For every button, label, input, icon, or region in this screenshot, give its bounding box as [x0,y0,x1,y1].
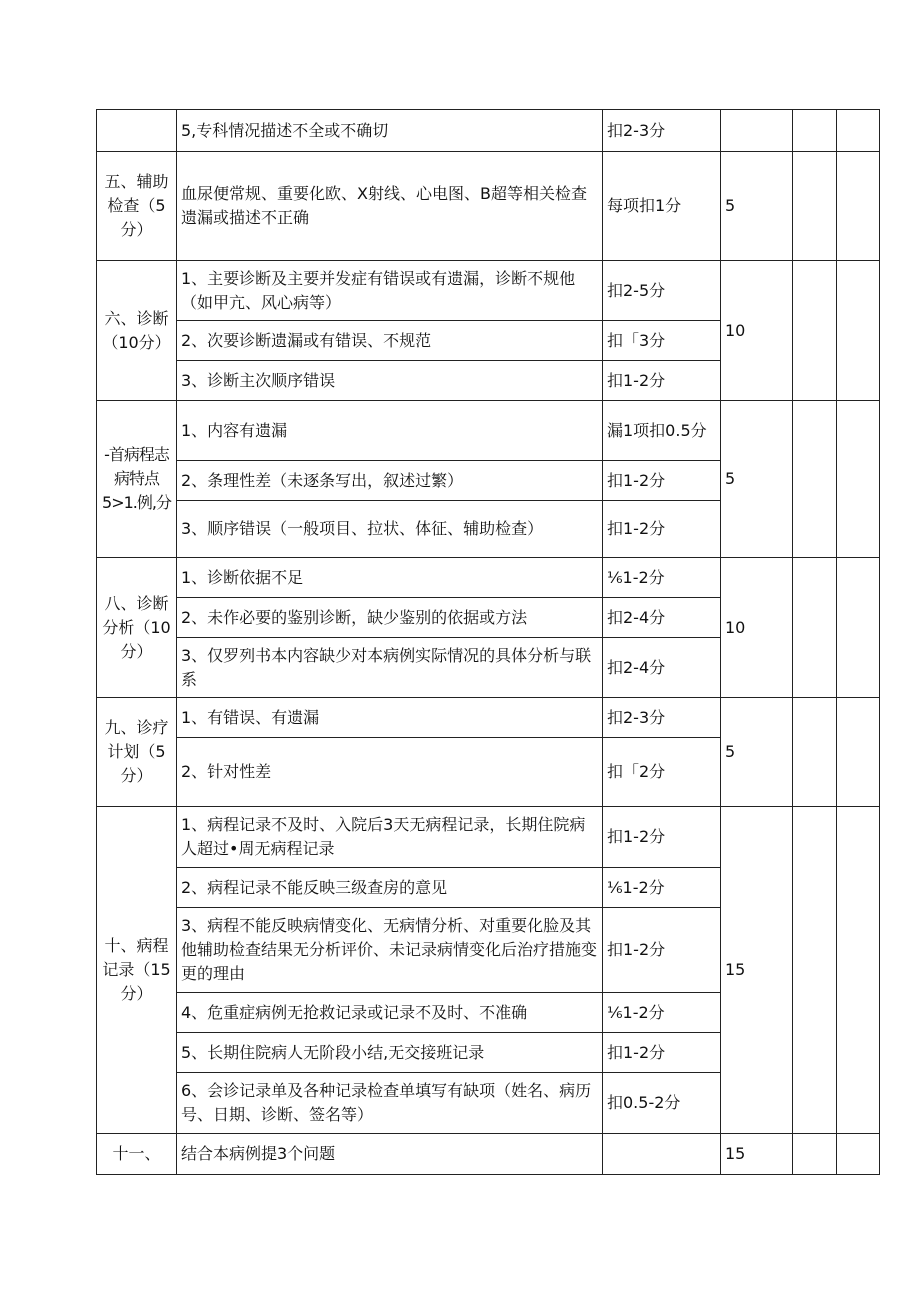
blank-cell [837,698,880,807]
deduction-cell: 扣2-4分 [603,598,721,638]
item-description: 血尿便常规、重要化欧、X射线、心电图、B超等相关检查遗漏或描述不正确 [177,152,603,261]
category-cell [97,110,177,152]
deduction-cell: 扣1-2分 [603,908,721,993]
score-cell: 15 [721,1134,793,1175]
deduction-cell [603,1134,721,1175]
table-row [97,152,880,261]
table-row [97,698,880,738]
blank-cell [793,401,837,558]
blank-cell [793,558,837,698]
score-cell: 10 [721,261,793,401]
deduction-cell: 扣2-5分 [603,261,721,321]
blank-cell [837,807,880,1134]
item-description: 1、诊断依据不足 [177,558,603,598]
category-cell: -首病程志病特点5>1.例,分 [97,401,177,558]
category-cell: 六、诊断（10分） [97,261,177,401]
table-row [97,401,880,461]
item-description: 2、次要诊断遗漏或有错误、不规范 [177,321,603,361]
item-description: 2、未作必要的鉴别诊断，缺少鉴别的依据或方法 [177,598,603,638]
deduction-cell: ⅙1-2分 [603,993,721,1033]
blank-cell [837,401,880,558]
deduction-cell: 每项扣1分 [603,152,721,261]
table-row [97,1134,880,1175]
blank-cell [793,261,837,401]
deduction-cell: 扣2-4分 [603,638,721,698]
table-row [97,261,880,321]
deduction-cell: 扣1-2分 [603,501,721,558]
item-description: 2、条理性差（未逐条写出，叙述过繁） [177,461,603,501]
blank-cell [837,152,880,261]
deduction-cell: 扣1-2分 [603,361,721,401]
category-cell: 八、诊断分析（10分） [97,558,177,698]
item-description: 1、有错误、有遗漏 [177,698,603,738]
deduction-cell: ⅙1-2分 [603,558,721,598]
scoring-table [96,109,880,1175]
score-cell: 10 [721,558,793,698]
deduction-cell: 扣「3分 [603,321,721,361]
deduction-cell: 漏1项扣0.5分 [603,401,721,461]
score-cell [721,110,793,152]
blank-cell [793,807,837,1134]
deduction-cell: 扣2-3分 [603,110,721,152]
deduction-cell: 扣1-2分 [603,461,721,501]
blank-cell [793,1134,837,1175]
item-description: 2、病程记录不能反映三级查房的意见 [177,868,603,908]
category-cell: 十一、 [97,1134,177,1175]
blank-cell [793,698,837,807]
deduction-cell: 扣2-3分 [603,698,721,738]
item-description: 1、主要诊断及主要并发症有错误或有遗漏，诊断不规他（如甲亢、风心病等） [177,261,603,321]
deduction-cell: 扣1-2分 [603,807,721,868]
table-row [97,558,880,598]
blank-cell [837,110,880,152]
item-description: 3、仅罗列书本内容缺少对本病例实际情况的具体分析与联系 [177,638,603,698]
blank-cell [837,261,880,401]
item-description: 3、诊断主次顺序错误 [177,361,603,401]
item-description: 1、病程记录不及时、入院后3天无病程记录，长期住院病人超过•周无病程记录 [177,807,603,868]
item-description: 5,专科情况描述不全或不确切 [177,110,603,152]
score-cell: 15 [721,807,793,1134]
item-description: 6、会诊记录单及各种记录检查单填写有缺项（姓名、病历号、日期、诊断、签名等） [177,1073,603,1134]
score-cell: 5 [721,152,793,261]
item-description: 结合本病例提3个问题 [177,1134,603,1175]
blank-cell [837,1134,880,1175]
deduction-cell: 扣「2分 [603,738,721,807]
blank-cell [793,110,837,152]
category-cell: 五、辅助检查（5分） [97,152,177,261]
item-description: 2、针对性差 [177,738,603,807]
category-cell: 十、病程记录（15分） [97,807,177,1134]
item-description: 5、长期住院病人无阶段小结,无交接班记录 [177,1033,603,1073]
item-description: 3、病程不能反映病情变化、无病情分析、对重要化脸及其他辅助检查结果无分析评价、未记录病情变化后治疗措施变更的理由 [177,908,603,993]
blank-cell [837,558,880,698]
deduction-cell: ⅙1-2分 [603,868,721,908]
deduction-cell: 扣1-2分 [603,1033,721,1073]
item-description: 3、顺序错误（一般项目、拉状、体征、辅助检查） [177,501,603,558]
score-cell: 5 [721,698,793,807]
item-description: 1、内容有遗漏 [177,401,603,461]
table-row [97,807,880,868]
category-cell: 九、诊疗计划（5分） [97,698,177,807]
blank-cell [793,152,837,261]
item-description: 4、危重症病例无抢救记录或记录不及时、不准确 [177,993,603,1033]
deduction-cell: 扣0.5-2分 [603,1073,721,1134]
score-cell: 5 [721,401,793,558]
table-row [97,110,880,152]
